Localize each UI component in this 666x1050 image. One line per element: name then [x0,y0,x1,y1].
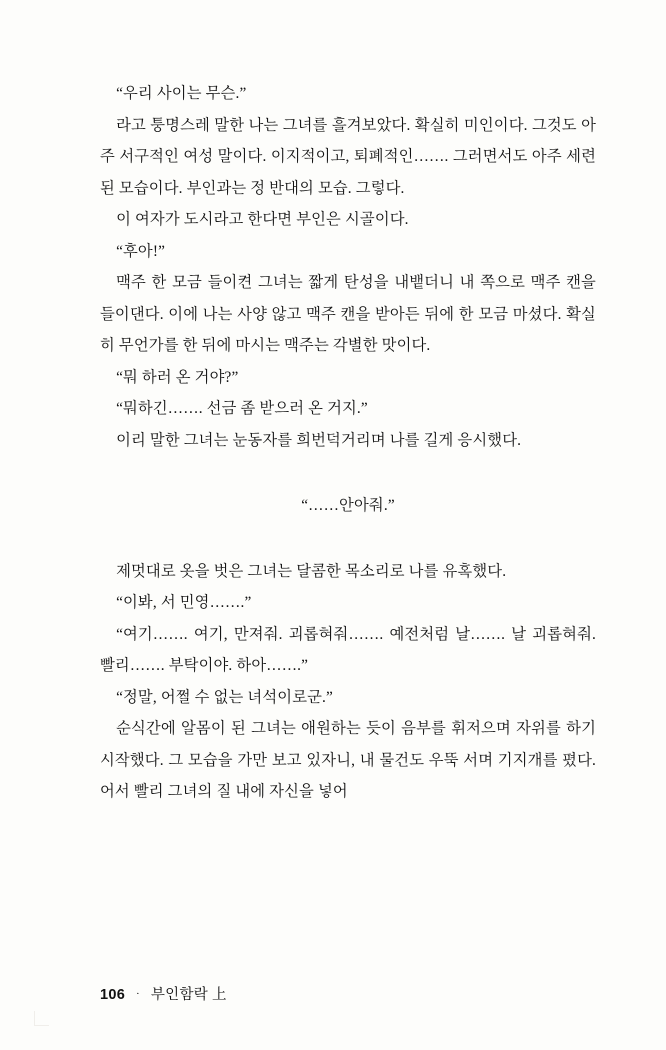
paragraph: “뭐하긴……. 선금 좀 받으러 온 거지.” [116,400,368,417]
page-number: 106 [100,987,126,1003]
page-body [100,78,596,808]
paragraph: 제멋대로 옷을 벗은 그녀는 달콤한 목소리로 나를 유혹했다. [116,562,507,580]
paragraph: “여기……. 여기, 만져줘. 괴롭혀줘……. 예전처럼 날……. 날 괴롭혀줘. 빨리……. 부탁이야. 하아…….” [100,625,596,674]
paragraph: “후아!” [116,242,166,260]
page-corner-mark [34,1011,49,1026]
paragraph: “정말, 어쩔 수 없는 녀석이로군.” [116,688,333,706]
paragraph: “이봐, 서 민영…….” [116,594,252,611]
paragraph: 이리 말한 그녀는 눈동자를 희번덕거리며 나를 길게 응시했다. [116,431,522,449]
paragraph: “뭐 하러 온 거야?” [116,368,239,386]
footer-separator: · [136,988,140,1000]
paragraph: 라고 퉁명스레 말한 나는 그녀를 흘겨보았다. 확실히 미인이다. 그것도 아주 서구적인 여성 말이다. 이지적이고, 퇴폐적인……. 그러면서도 아주 세련된 모습이다. 부인과는 정 반대의 모습. 그렇다. [100,116,596,197]
paragraph: 맥주 한 모금 들이켠 그녀는 짧게 탄성을 내뱉더니 내 쪽으로 맥주 캔을 들이댄다. 이에 나는 사양 않고 맥주 캔을 받아든 뒤에 한 모금 마셨다. 확실히 무언가를 한 뒤에 마시는 맥주는 각별한 맛이다. [100,274,596,354]
paragraph: “우리 사이는 무슨.” [116,85,247,102]
paragraph-centered-line: “……안아줘.” [301,497,395,514]
page-footer [100,983,227,1004]
paragraph: 순식간에 알몸이 된 그녀는 애원하는 듯이 음부를 휘저으며 자위를 하기 시작했다. 그 모습을 가만 보고 있자니, 내 물건도 우뚝 서며 기지개를 폈다. 어서 빨리 그녀의 질 내에 자신을 넣어 [100,720,596,800]
paragraph: 이 여자가 도시라고 한다면 부인은 시골이다. [116,211,409,228]
book-title: 부인함락 上 [150,987,227,1003]
